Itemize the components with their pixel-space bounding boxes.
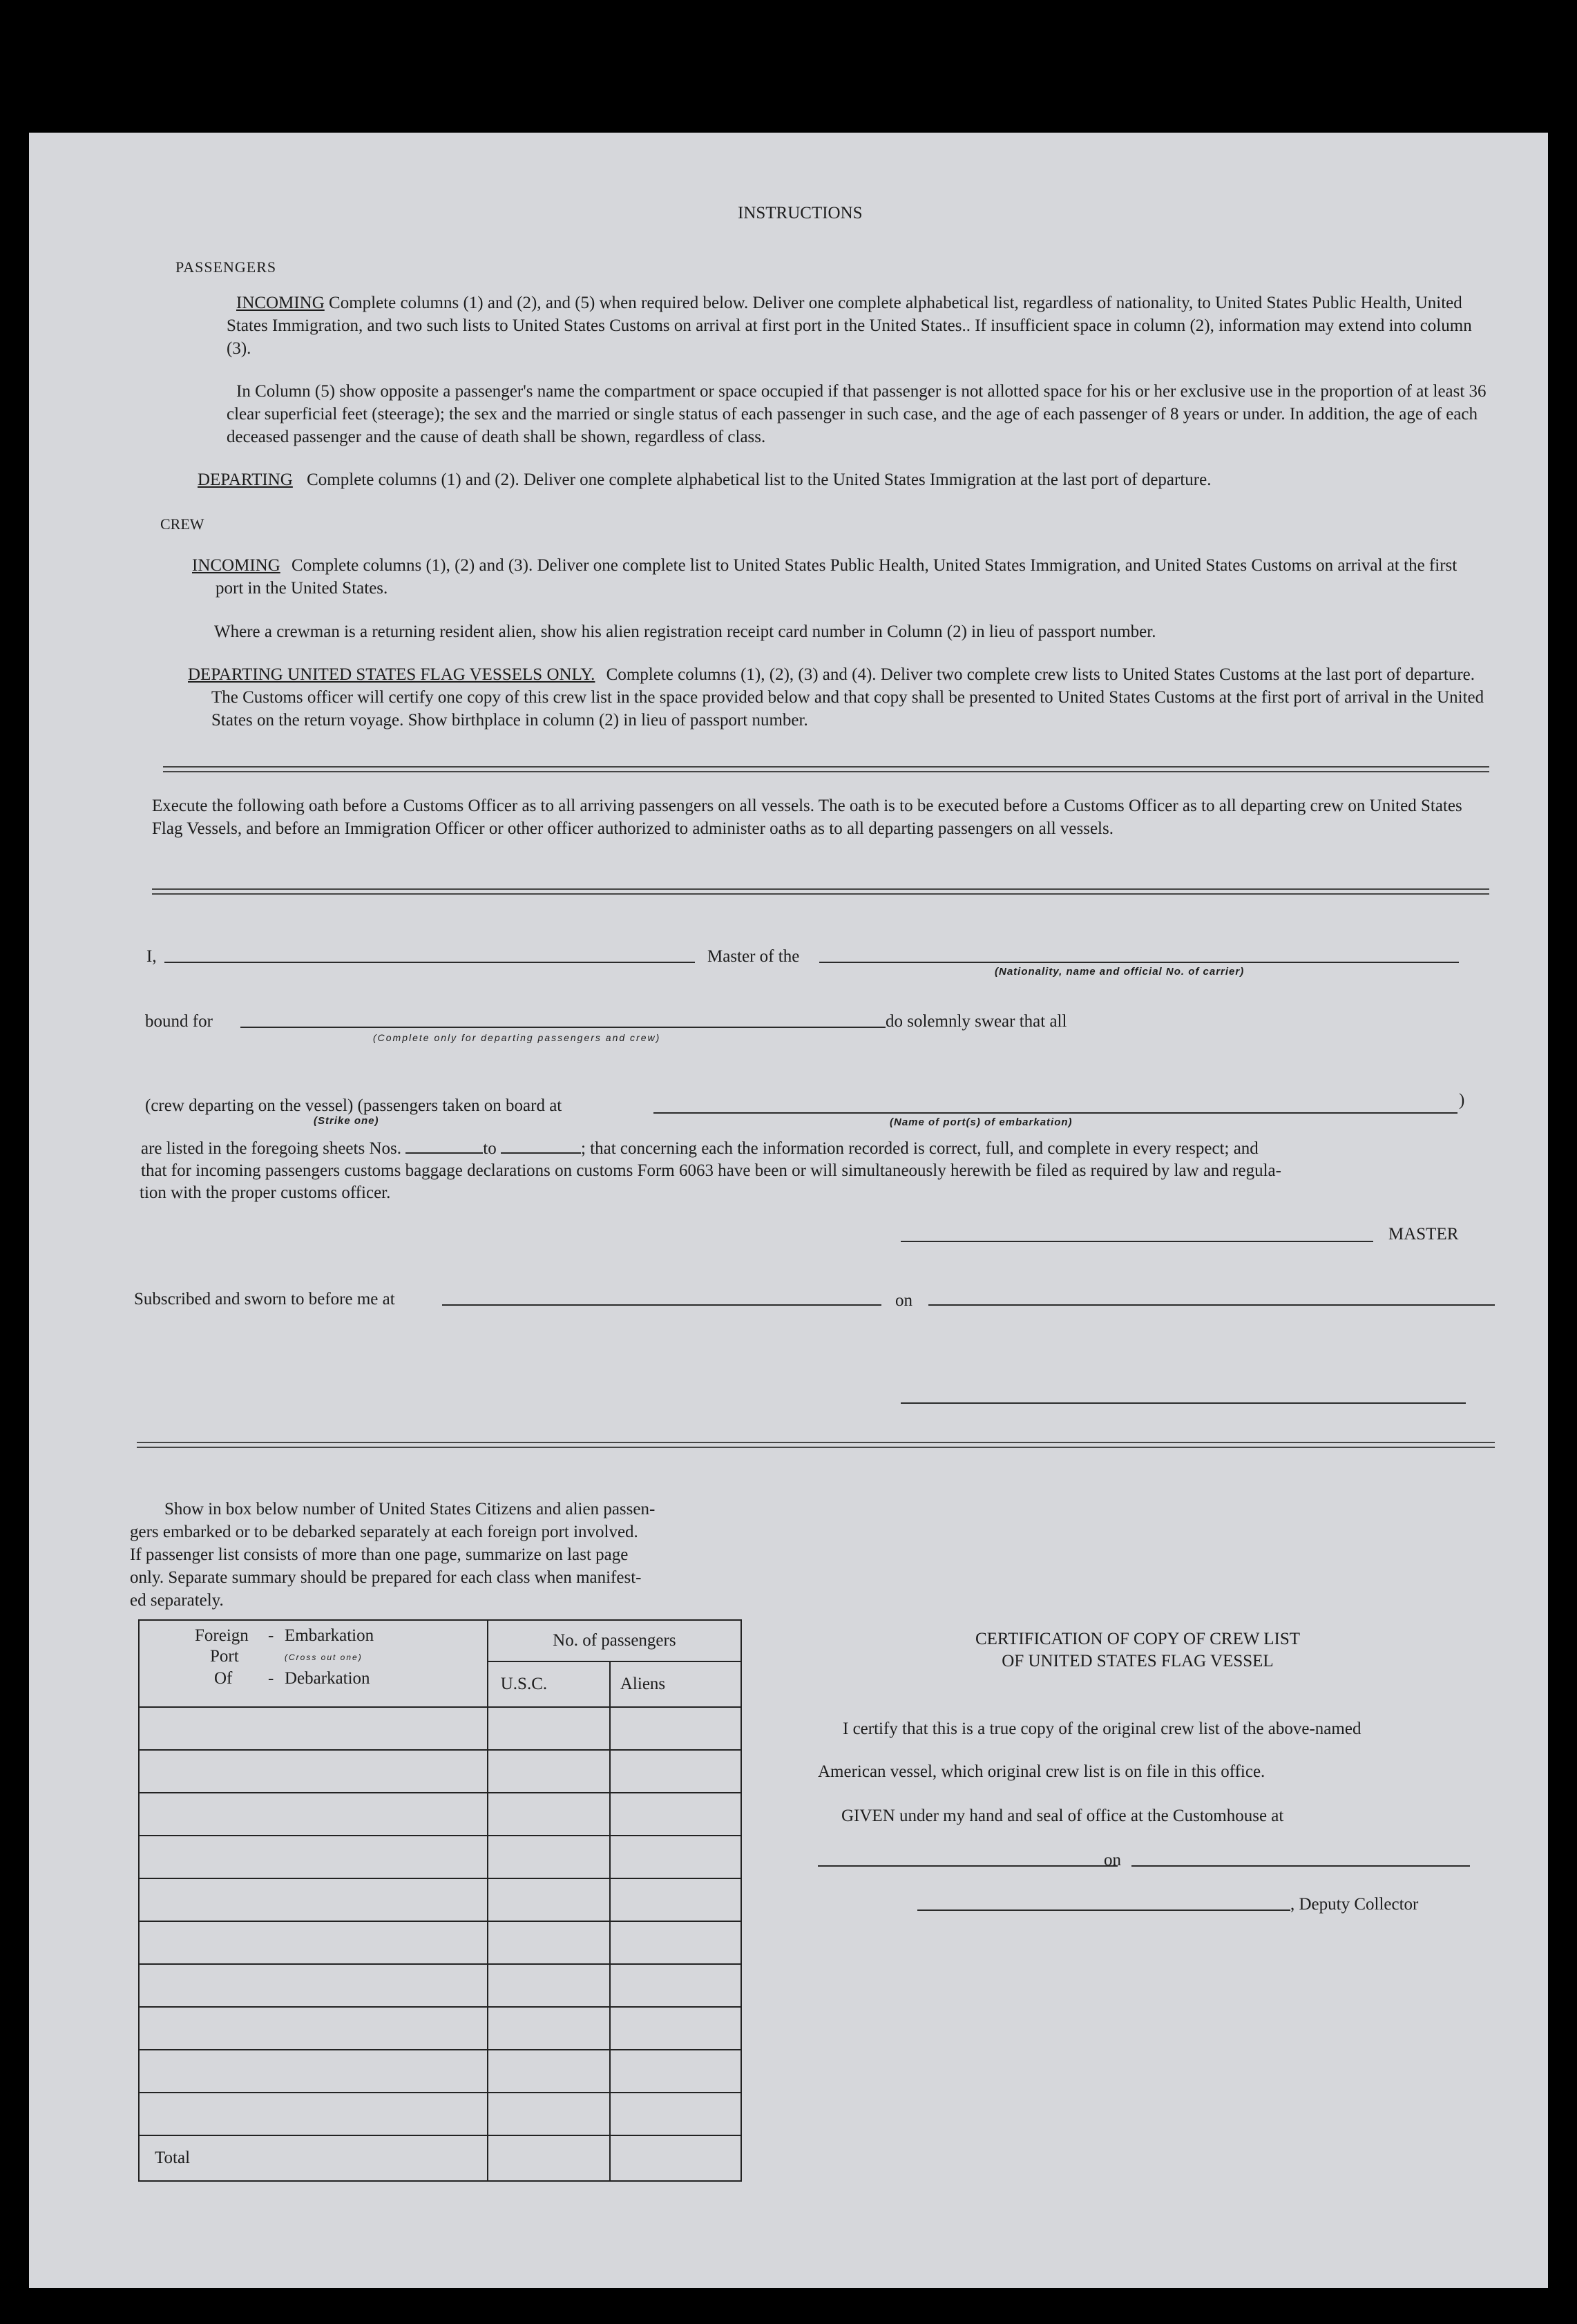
crew-heading: CREW [160,515,204,533]
passengers-incoming-text: Complete columns (1) and (2), and (5) when required below. Deliver one complete alphabetical list, regardless of nationality, to United States Public Health, United States Immigration, and two such lists to United States Customs on arrival at first port in the United States.. If insufficient space in column (2), information may extend into column (3). [227,294,1472,358]
to-label: to [483,1139,497,1158]
close-paren: ) [1459,1091,1465,1109]
certification-line-2: American vessel, which original crew list is on file in this office. [818,1762,1265,1781]
passengers-incoming [227,292,1495,360]
bound-for-label: bound for [145,1012,213,1031]
usc-cell[interactable] [488,1707,610,1750]
page-title: INSTRUCTIONS [738,204,863,222]
passengers-departing-text: Complete columns (1) and (2). Deliver one complete alphabetical list to the United States Immigration at the last port of departure. [307,470,1212,489]
port-cell[interactable] [139,1750,488,1793]
crew-departing-text: Complete columns (1), (2), (3) and (4). Deliver two complete crew lists to United States Customs at the last port of departure. The Customs officer will certify one copy of this crew list in the space provided below and that copy shall be presented to United States Customs at the first port of arrival in the United States on the return voyage. Show birthplace in column (2) in lieu of passport number. [211,665,1484,730]
usc-cell[interactable] [488,1793,610,1836]
table-row [139,2007,741,2050]
usc-cell[interactable] [488,2050,610,2093]
oath-i-label: I, [146,947,157,966]
passengers-departing [198,468,1211,491]
total-aliens-cell[interactable] [610,2135,741,2181]
port-cell[interactable] [139,2050,488,2093]
port-cell[interactable] [139,1836,488,1878]
summary-line: only. Separate summary should be prepared for each class when manifest- [130,1568,642,1587]
dash-label: - [268,1626,274,1645]
table-row [139,2050,741,2093]
table-row [139,2093,741,2135]
bound-caption: (Complete only for departing passengers and crew) [373,1032,661,1043]
divider [152,888,1489,895]
certification-line-3: GIVEN under my hand and seal of office at the Customhouse at [841,1807,1284,1825]
crew-departing-label: (crew departing on the vessel) (passengers taken on board at [145,1096,562,1115]
aliens-cell[interactable] [610,2050,741,2093]
total-label: Total [139,2135,488,2181]
aliens-cell[interactable] [610,1707,741,1750]
carrier-caption: (Nationality, name and official No. of carrier) [995,966,1245,978]
embarkation-ports-field[interactable] [653,1112,1457,1114]
table-row [139,1707,741,1750]
master-label: MASTER [1388,1225,1459,1244]
summary-instructions [130,1498,772,1612]
cross-out-caption: (Cross out one) [285,1652,363,1662]
certification-date-field[interactable] [1131,1865,1470,1867]
certification-on-label: on [1104,1851,1121,1869]
summary-line: gers embarked or to be debarked separately at each foreign port involved. [130,1523,638,1541]
listed-suffix: ; that concerning each the information recorded is correct, full, and complete in every respect; and [580,1139,1259,1158]
certification-title-1: CERTIFICATION OF COPY OF CREW LIST [975,1630,1301,1648]
aliens-cell[interactable] [610,2007,741,2050]
form-page [29,133,1548,2288]
port-label: Port [210,1647,239,1666]
usc-cell[interactable] [488,1964,610,2007]
aliens-header: Aliens [610,1661,741,1707]
deputy-collector-label: , Deputy Collector [1290,1895,1419,1914]
port-cell[interactable] [139,2007,488,2050]
port-cell[interactable] [139,1707,488,1750]
no-passengers-header: No. of passengers [488,1620,741,1661]
sheet-to-field[interactable] [501,1137,581,1154]
divider [137,1442,1495,1448]
passengers-departing-label: DEPARTING [198,470,293,489]
sworn-on-label: on [895,1291,912,1310]
master-signature-field[interactable] [901,1241,1373,1242]
aliens-cell[interactable] [610,1964,741,2007]
usc-cell[interactable] [488,1750,610,1793]
certification-line-1: I certify that this is a true copy of the original crew list of the above-named [843,1720,1361,1738]
usc-cell[interactable] [488,1878,610,1921]
aliens-cell[interactable] [610,1793,741,1836]
embarkation-label: Embarkation [285,1626,374,1645]
crew-departing-label: DEPARTING UNITED STATES FLAG VESSELS ONLY. [188,665,595,684]
summary-line: ed separately. [130,1591,224,1610]
table-row [139,1793,741,1836]
aliens-cell[interactable] [610,1836,741,1878]
aliens-cell[interactable] [610,1750,741,1793]
sworn-date-field[interactable] [928,1304,1495,1306]
sheet-from-field[interactable] [405,1137,483,1154]
listed-line-3: tion with the proper customs officer. [140,1183,391,1202]
table-row [139,1750,741,1793]
foreign-label: Foreign [195,1626,249,1645]
passengers-column5-text: In Column (5) show opposite a passenger's name the compartment or space occupied if that passenger is not allotted space for his or her exclusive use in the proportion of at least 36 clear superficial feet (steerage); the sex and the married or single status of each passenger in such case, and the age of each passenger of 8 years or under. In addition, the age of each deceased passenger and the cause of death shall be shown, regardless of class. [227,382,1487,446]
port-cell[interactable] [139,1964,488,2007]
port-header-cell [139,1620,488,1707]
usc-header: U.S.C. [488,1661,610,1707]
dash-label: - [268,1669,274,1688]
officer-signature-field[interactable] [901,1402,1466,1404]
summary-line: Show in box below number of United States Citizens and alien passen- [164,1500,656,1518]
sworn-place-field[interactable] [442,1304,881,1306]
table-row [139,1878,741,1921]
passenger-summary-table [138,1619,742,2182]
crew-resident-text: Where a crewman is a returning resident alien, show his alien registration receipt card number in Column (2) in lieu of passport number. [214,622,1156,641]
listed-line-2: that for incoming passengers customs baggage declarations on customs Form 6063 have been or will simultaneously herewith be filed as required by law and regula- [141,1161,1281,1180]
listed-line-1 [141,1137,1259,1160]
master-name-field[interactable] [164,962,695,963]
listed-prefix: are listed in the foregoing sheets Nos. [141,1139,401,1158]
divider [163,766,1489,772]
customhouse-field[interactable] [818,1865,1118,1867]
debarkation-label: Debarkation [285,1669,370,1688]
crew-departing [188,663,1496,732]
certification-title-2: OF UNITED STATES FLAG VESSEL [1002,1652,1274,1670]
aliens-cell[interactable] [610,2093,741,2135]
bound-for-field[interactable] [240,1027,886,1028]
crew-incoming-text: Complete columns (1), (2) and (3). Deliver one complete list to United States Public Health, United States Immigration, and United States Customs on arrival at the first port in the United States. [216,556,1457,598]
port-cell[interactable] [139,2093,488,2135]
port-cell[interactable] [139,1921,488,1964]
aliens-cell[interactable] [610,1878,741,1921]
usc-cell[interactable] [488,1921,610,1964]
table-row [139,1836,741,1878]
strike-caption: (Strike one) [314,1115,379,1127]
usc-cell[interactable] [488,2007,610,2050]
port-cell[interactable] [139,1878,488,1921]
aliens-cell[interactable] [610,1921,741,1964]
port-cell[interactable] [139,1793,488,1836]
total-usc-cell[interactable] [488,2135,610,2181]
usc-cell[interactable] [488,2093,610,2135]
usc-cell[interactable] [488,1836,610,1878]
crew-incoming-label: INCOMING [192,556,280,575]
passengers-heading: PASSENGERS [175,258,277,276]
crew-incoming [192,554,1467,600]
master-of-label: Master of the [707,947,800,966]
carrier-field[interactable] [819,962,1459,963]
oath-intro: Execute the following oath before a Customs Officer as to all arriving passengers on all vessels. The oath is to be executed before a Customs Officer as to all departing crew on United States Flag Vessels, and before an Immigration Officer or other officer authorized to administer oaths as to all departing passengers on all vessels. [152,797,1462,838]
deputy-signature-field[interactable] [917,1909,1290,1911]
ports-caption: (Name of port(s) of embarkation) [890,1116,1073,1128]
table-body [139,1707,741,2135]
table-row [139,1921,741,1964]
swear-label: do solemnly swear that all [886,1012,1067,1031]
subscribed-label: Subscribed and sworn to before me at [134,1290,395,1308]
of-label: Of [214,1669,233,1688]
table-row [139,1964,741,2007]
passengers-incoming-label: INCOMING [236,294,325,312]
summary-line: If passenger list consists of more than one page, summarize on last page [130,1545,629,1564]
